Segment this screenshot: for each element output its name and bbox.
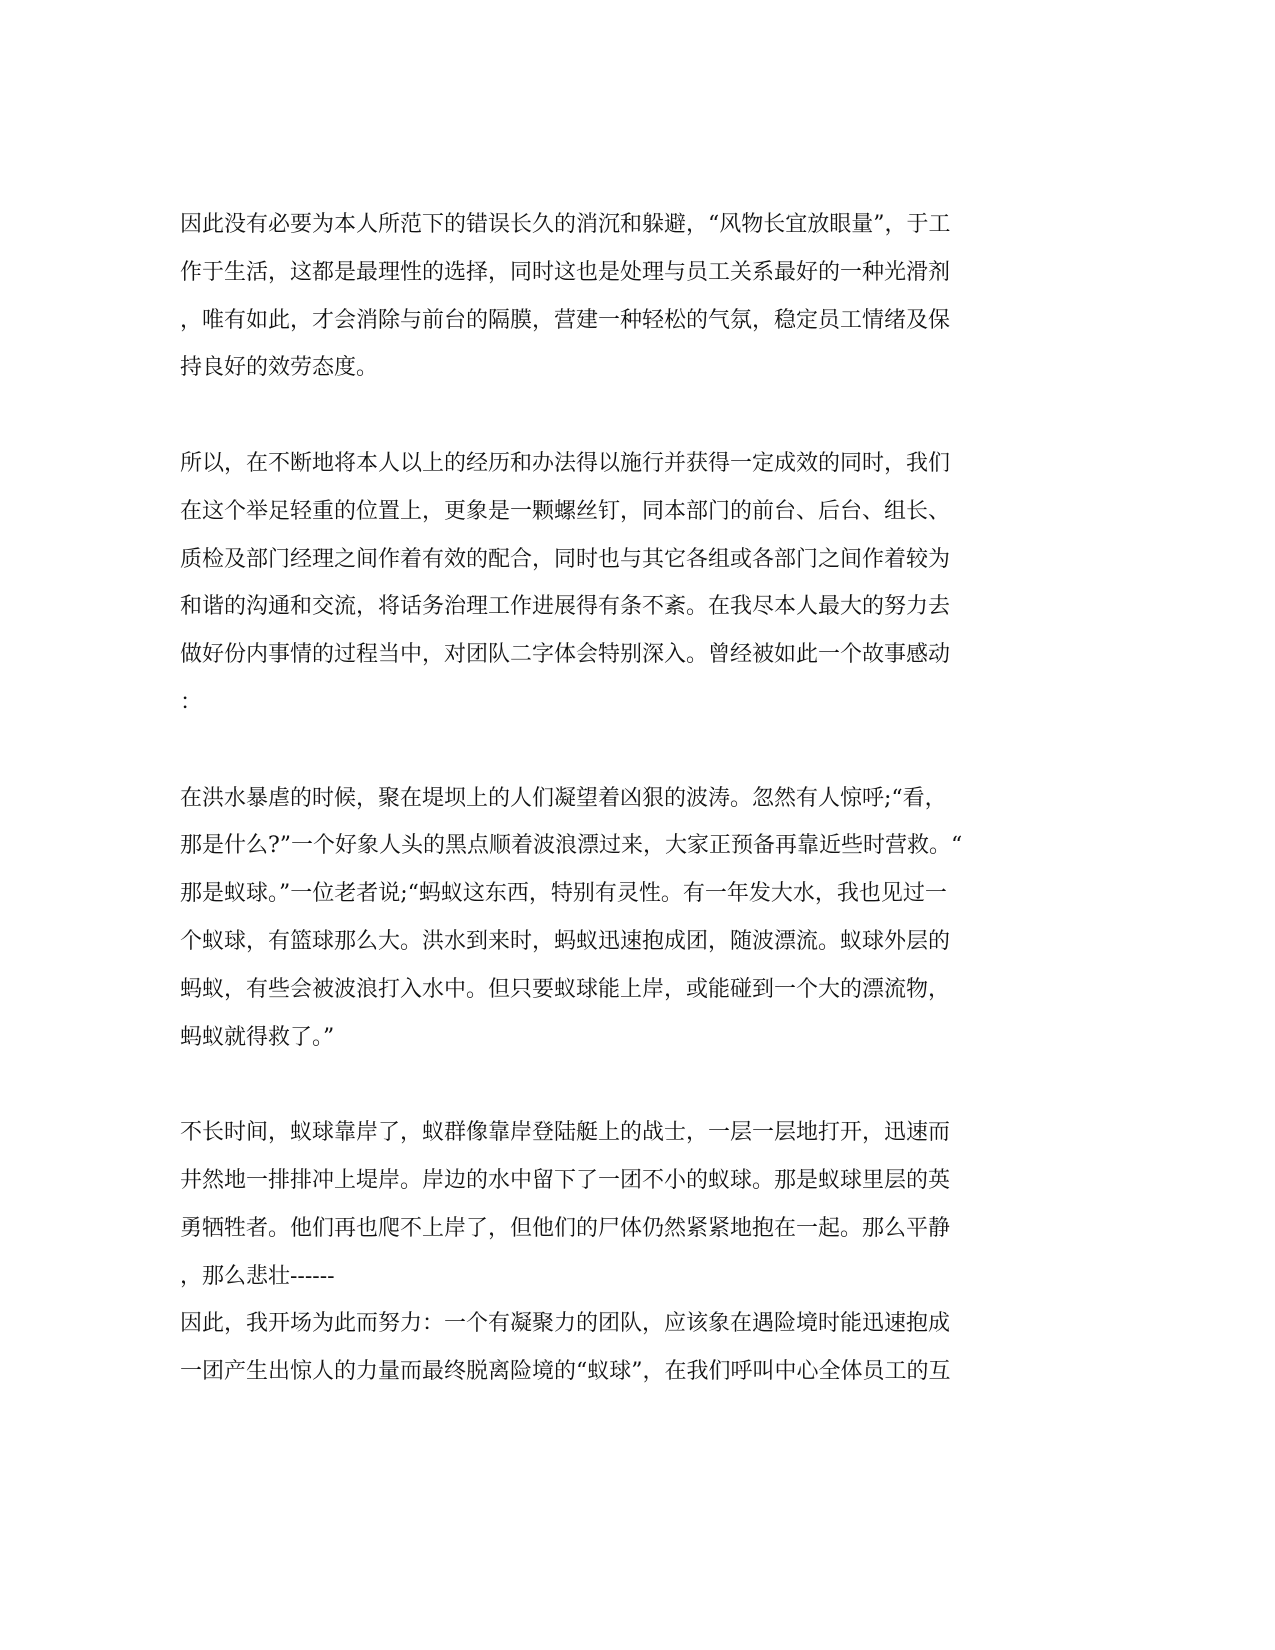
text-line: 井然地一排排冲上堤岸。岸边的水中留下了一团不小的蚁球。那是蚁球里层的英	[180, 1167, 951, 1193]
document-body	[180, 201, 1060, 1396]
text-line: 在洪水暴虐的时候，聚在堤坝上的人们凝望着凶狠的波涛。忽然有人惊呼;“看，	[180, 785, 947, 811]
text-line: 个蚁球，有篮球那么大。洪水到来时，蚂蚁迅速抱成团，随波漂流。蚁球外层的	[180, 928, 951, 954]
text-line: 因此，我开场为此而努力：一个有凝聚力的团队，应该象在遇险境时能迅速抱成	[180, 1311, 951, 1337]
text-line: ：	[180, 689, 203, 715]
text-line: 作于生活，这都是最理性的选择，同时这也是处理与员工关系最好的一种光滑剂	[180, 259, 951, 285]
text-line: ，唯有如此，才会消除与前台的隔膜，营建一种轻松的气氛，稳定员工情绪及保	[180, 307, 951, 333]
paragraph-spacer	[180, 1061, 1060, 1109]
text-line: 那是什么?”一个好象人头的黑点顺着波浪漂过来，大家正预备再靠近些时营救。“	[180, 833, 963, 859]
text-line: 蚂蚁就得救了。”	[180, 1024, 335, 1050]
text-line: ，那么悲壮------	[180, 1263, 335, 1289]
text-line: 那是蚁球。”一位老者说;“蚂蚁这东西，特别有灵性。有一年发大水，我也见过一	[180, 881, 947, 907]
text-line: 持良好的效劳态度。	[180, 355, 379, 381]
text-line: 一团产生出惊人的力量而最终脱离险境的“蚁球”，在我们呼叫中心全体员工的互	[180, 1359, 951, 1385]
text-line: 做好份内事情的过程当中，对团队二字体会特别深入。曾经被如此一个故事感动	[180, 642, 951, 668]
text-line: 所以，在不断地将本人以上的经历和办法得以施行并获得一定成效的同时，我们	[180, 450, 951, 476]
paragraph-spacer	[180, 392, 1060, 440]
text-line: 勇牺牲者。他们再也爬不上岸了，但他们的尸体仍然紧紧地抱在一起。那么平静	[180, 1215, 951, 1241]
text-line: 不长时间，蚁球靠岸了，蚁群像靠岸登陆艇上的战士，一层一层地打开，迅速而	[180, 1120, 951, 1146]
text-line: 和谐的沟通和交流，将话务治理工作进展得有条不紊。在我尽本人最大的努力去	[180, 594, 951, 620]
text-line: 质检及部门经理之间作着有效的配合，同时也与其它各组或各部门之间作着较为	[180, 546, 951, 572]
paragraph	[180, 775, 1060, 1062]
text-line: 在这个举足轻重的位置上，更象是一颗螺丝钉，同本部门的前台、后台、组长、	[180, 498, 951, 524]
text-line: 蚂蚁，有些会被波浪打入水中。但只要蚁球能上岸，或能碰到一个大的漂流物，	[180, 976, 951, 1002]
paragraph	[180, 201, 1060, 392]
paragraph	[180, 1109, 1060, 1396]
text-line: 因此没有必要为本人所范下的错误长久的消沉和躲避，“风物长宜放眼量”，于工	[180, 212, 951, 237]
paragraph	[180, 440, 1060, 727]
paragraph-spacer	[180, 727, 1060, 775]
